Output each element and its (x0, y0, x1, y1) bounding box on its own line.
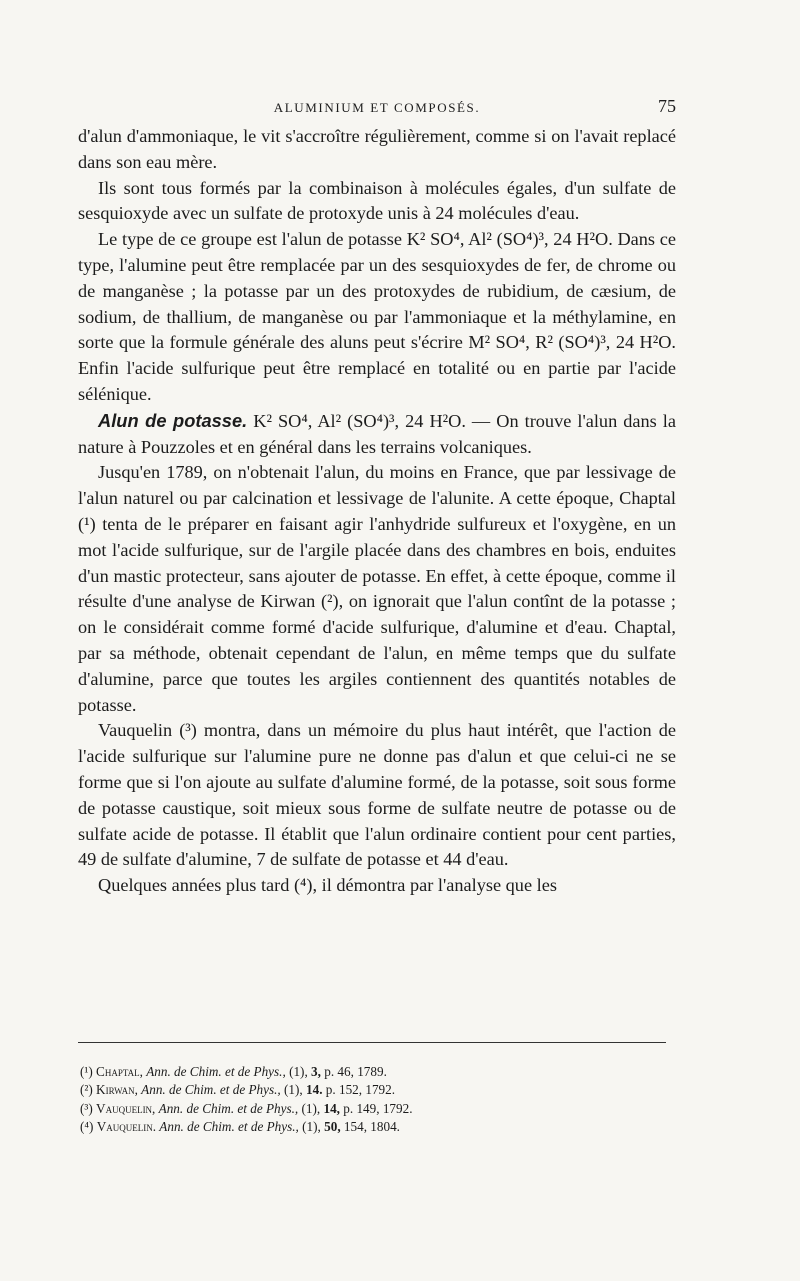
footnotes (80, 1063, 670, 1137)
footnote-volume: 3, (311, 1064, 321, 1079)
footnote-author: Vauquelin, (96, 1100, 156, 1116)
footnote-author: Kirwan, (96, 1082, 138, 1098)
footnote-journal: Ann. de Chim. et de Phys., (158, 1100, 299, 1116)
running-title: ALUMINIUM ET COMPOSÉS. (273, 100, 481, 115)
footnote (80, 1081, 670, 1099)
footnote-rest: 154, 1804. (343, 1119, 400, 1135)
paragraph (78, 408, 676, 461)
paragraph (78, 718, 676, 873)
footnote-series: (1), (302, 1119, 321, 1135)
footnote-mark: (⁴) (80, 1119, 94, 1135)
page-number: 75 (658, 96, 676, 116)
footnote-journal: Ann. de Chim. et de Phys., (141, 1082, 281, 1098)
footnote-author: Vauquelin. (96, 1119, 156, 1135)
footnote-journal: Ann. de Chim. et de Phys., (159, 1119, 299, 1135)
footnote-mark: (²) (80, 1082, 93, 1098)
footnote-mark: (³) (80, 1100, 93, 1116)
paragraph (78, 873, 676, 899)
paragraph-text: K² SO⁴, Al² (SO⁴)³, 24 H²O. — On trouve l'alun dans la nature à Pouzzoles et en général dans les terrains volcaniques. (78, 410, 676, 457)
footnote-rest: p. 46, 1789. (324, 1064, 387, 1079)
footnote-rest: p. 152, 1792. (325, 1082, 396, 1098)
footnote-series: (1), (289, 1064, 308, 1079)
footnote-series: (1), (284, 1082, 303, 1098)
page-header (78, 96, 676, 120)
paragraph (78, 227, 676, 408)
footnote (80, 1100, 670, 1118)
paragraph-text: Quelques années plus tard (⁴), il démontra par l'analyse que les (98, 875, 557, 896)
paragraph-text: Vauquelin (³) montra, dans un mémoire du plus haut intérêt, que l'action de l'acide sulfurique sur l'alumine pure ne donne pas d'alun et que celui-ci ne se forme que si l'on ajoute au sulfate d'alumine formé, de la potasse, soit sous forme de potasse caustique, soit mieux sous forme de sulfate neutre de potasse ou de sulfate acide de potasse. Il établit que l'alun ordinaire contient pour cent parties, 49 de sulfate d'alumine, 7 de sulfate de potasse et 44 d'eau. (78, 720, 676, 870)
footnote-volume: 14, (323, 1100, 340, 1116)
footnote-rest: p. 149, 1792. (343, 1100, 413, 1116)
footnote-rule (78, 1042, 666, 1043)
paragraph (78, 460, 676, 718)
footnote (80, 1118, 670, 1136)
paragraph (78, 176, 676, 228)
paragraph-text: Le type de ce groupe est l'alun de potasse K² SO⁴, Al² (SO⁴)³, 24 H²O. Dans ce type, l'alumine peut être remplacée par un des sesquioxydes de fer, de chrome ou de manganèse ; la potasse par un des protoxydes de rubidium, de cæsium, de sodium, de thallium, de manganèse ou par l'ammoniaque et la méthylamine, en sorte que la formule générale des aluns peut s'écrire M² SO⁴, R² (SO⁴)³, 24 H²O. Enfin l'acide sulfurique peut être remplacé en totalité ou en partie par l'acide sélénique. (78, 229, 676, 404)
paragraph-text: d'alun d'ammoniaque, le vit s'accroître régulièrement, comme si on l'avait replacé dans son eau mère. (78, 126, 676, 172)
footnote-volume: 50, (324, 1119, 341, 1135)
footnote-author: Chaptal, (96, 1064, 143, 1079)
body-text (78, 124, 676, 899)
footnote (80, 1063, 670, 1081)
footnote-series: (1), (301, 1100, 321, 1116)
paragraph (78, 124, 676, 176)
footnote-volume: 14. (306, 1082, 323, 1098)
footnote-journal: Ann. de Chim. et de Phys., (146, 1064, 286, 1079)
paragraph-text: Ils sont tous formés par la combinaison à molécules égales, d'un sulfate de sesquioxyde avec un sulfate de protoxyde unis à 24 molécules d'eau. (78, 177, 676, 224)
section-run-in-heading: Alun de potasse. (98, 409, 248, 431)
paragraph-text: Jusqu'en 1789, on n'obtenait l'alun, du moins en France, que par lessivage de l'alun naturel ou par calcination et lessivage de l'alunite. A cette époque, Chaptal (¹) tenta de le préparer en faisant agir l'anhydride sulfureux et l'oxygène, en un mot l'acide sulfurique, sur de l'argile placée dans des chambres en bois, enduites d'un mastic protecteur, sans ajouter de potasse. En effet, à cette époque, comme il résulte d'une analyse de Kirwan (²), on ignorait que l'alun contînt de la potasse ; on le considérait comme formé d'acide sulfurique, d'alumine et d'eau. Chaptal, par sa méthode, obtenait cependant de l'alun, en même temps que du sulfate d'alumine, parce que toutes les argiles contiennent des quantités notables de potasse. (78, 462, 676, 715)
footnote-mark: (¹) (80, 1064, 93, 1079)
